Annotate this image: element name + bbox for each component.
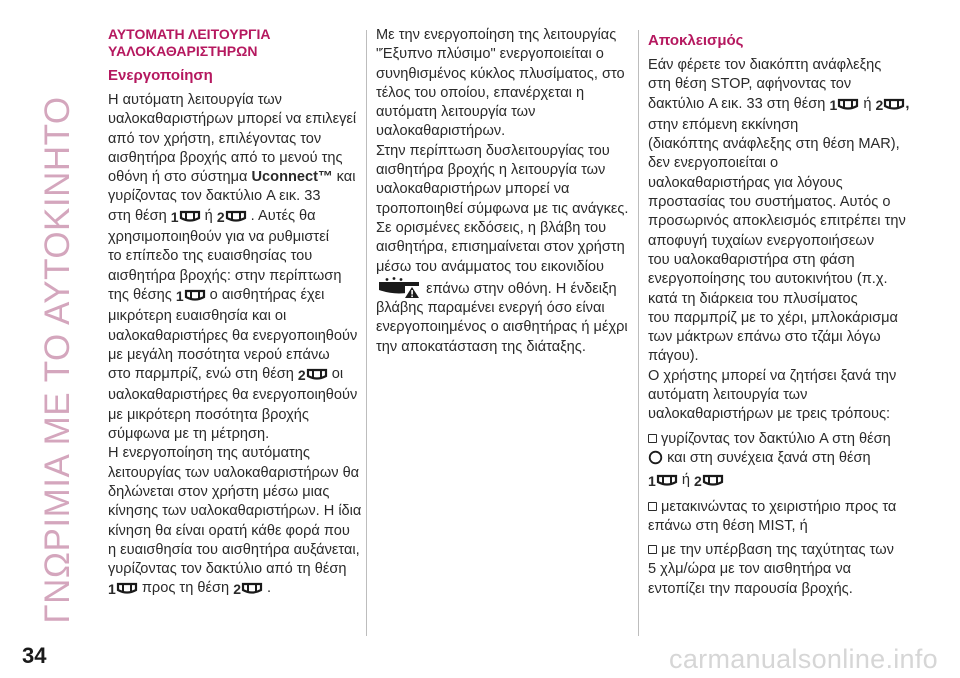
text-line: γυρίζοντας τον δακτύλιο A εικ. 33 — [108, 188, 321, 205]
text-line: αυτόματη λειτουργία των — [376, 104, 536, 121]
text-line — [648, 471, 910, 492]
text-line: κίνηση θα είναι ορατή κάθε φορά που — [108, 522, 350, 539]
text-line: το επίπεδο της ευαισθησίας του — [108, 248, 313, 265]
text-fragment: . — [267, 580, 272, 597]
text-fragment: ο αισθητήρας έχει — [209, 286, 325, 303]
text-line: βλάβης παραμένει ενεργή όσο είναι — [376, 300, 605, 317]
text-line: των μάκτρων επάνω στο τζάμι λόγω — [648, 329, 881, 346]
wiper-symbol-icon — [225, 210, 247, 223]
text-line: εντοπίζει την παρουσία βροχής. — [648, 580, 853, 597]
list-item — [648, 430, 910, 449]
text-line: συνηθισμένος κύκλος πλυσίματος, στο — [376, 65, 625, 82]
text-line: γυρίζοντας τον δακτύλιο από τη θέση — [108, 561, 347, 578]
wiper-position-1-icon — [648, 472, 678, 492]
text-fragment: οθόνη ή στο σύστημα — [108, 169, 248, 186]
text-line: αισθητήρα βροχής η λειτουργία των — [376, 162, 606, 179]
wiper-position-number: 1 — [175, 287, 184, 304]
wiper-position-number: 1 — [648, 473, 656, 490]
text-fragment: και — [336, 169, 356, 186]
list-item — [648, 498, 910, 517]
text-line: υαλοκαθαριστήρων μπορεί να — [376, 181, 570, 198]
rain-sensor-fault-icon — [376, 281, 422, 297]
text-line — [376, 277, 626, 299]
text-line: στην επόμενη εκκίνηση — [648, 116, 799, 133]
section-heading — [108, 26, 358, 60]
text-fragment: με την υπέρβαση της ταχύτητας των — [661, 542, 894, 559]
text-line — [108, 286, 358, 307]
text-fragment: ή — [681, 472, 690, 489]
checkbox-bullet-icon — [648, 434, 657, 443]
text-fragment: και στη συνέχεια ξανά στη θέση — [667, 449, 871, 466]
section-heading-line-2: ΥΑΛΟΚΑΘΑΡΙΣΤΗΡΩΝ — [108, 43, 258, 59]
text-line — [108, 168, 358, 187]
text-line: Στην περίπτωση δυσλειτουργίας του — [376, 142, 610, 159]
text-line — [108, 579, 358, 600]
text-line — [648, 449, 910, 468]
text-line — [108, 207, 358, 228]
text-line: τέλος του οποίου, επανέρχεται η — [376, 84, 585, 101]
text-fragment: στο παρμπρίζ, ενώ στη θέση — [108, 366, 294, 383]
text-line — [648, 95, 910, 116]
text-line: Με την ενεργοποίηση της λειτουργίας — [376, 27, 617, 43]
text-line: αισθητήρα, επισημαίνεται στον χρήστη — [376, 239, 625, 256]
wiper-symbol-icon — [116, 582, 138, 595]
text-line: υαλοκαθαριστήρες θα ενεργοποιηθούν — [108, 327, 358, 344]
wiper-position-1-icon — [830, 96, 860, 116]
wiper-position-1-icon — [176, 287, 206, 307]
column-1 — [108, 26, 362, 601]
wiper-symbol-icon — [306, 368, 328, 381]
wiper-position-number: 2 — [875, 96, 884, 113]
text-line: (διακόπτης ανάφλεξης στη θέση MAR), — [648, 136, 900, 153]
text-line: υαλοκαθαριστήρων με τρεις τρόπους: — [648, 406, 891, 423]
text-fragment: ή — [863, 95, 872, 112]
wiper-position-number: 2 — [233, 581, 241, 598]
text-line: υαλοκαθαριστήρες θα ενεργοποιηθούν — [108, 387, 358, 404]
circle-position-icon — [648, 450, 663, 466]
text-line: σύμφωνα με τη μέτρηση. — [108, 426, 270, 443]
wiper-position-number: 1 — [108, 581, 116, 598]
text-line: μέσω του ανάμματος του εικονιδίου — [376, 258, 604, 275]
checkbox-bullet-icon — [648, 502, 657, 511]
uconnect-label: Uconnect™ — [251, 169, 333, 186]
text-fragment: οι — [331, 366, 344, 383]
text-line: πάγου). — [648, 348, 699, 365]
wiper-position-number: 1 — [829, 96, 838, 113]
text-line: λειτουργίας των υαλοκαθαριστήρων θα — [108, 464, 360, 481]
wiper-position-number: 2 — [297, 367, 306, 384]
text-line: κατά τη διάρκεια του πλυσίματος — [648, 290, 858, 307]
text-line: Ο χρήστης μπορεί να ζητήσει ξανά την — [648, 367, 897, 384]
subheading-lockout: Αποκλεισμός — [648, 32, 744, 49]
text-fragment: δακτύλιο A εικ. 33 στη θέση — [648, 95, 826, 112]
text-fragment: στη θέση — [108, 207, 167, 224]
wiper-position-2-icon — [298, 366, 328, 386]
text-line: Η ενεργοποίηση της αυτόματης — [108, 445, 310, 462]
text-line: υαλοκαθαριστήρων μπορεί να επιλεγεί — [108, 111, 357, 128]
text-line: υαλοκαθαριστήρων. — [376, 123, 506, 140]
text-fragment: μετακινώντας το χειριστήριο προς τα — [661, 498, 897, 515]
wiper-symbol-icon — [656, 474, 678, 487]
text-line: χρησιμοποιηθούν για να ρυθμιστεί — [108, 229, 329, 246]
text-line: μικρότερη ευαισθησία και οι — [108, 308, 287, 325]
text-fragment: γυρίζοντας τον δακτύλιο A στη θέση — [661, 430, 891, 447]
text-line: Σε ορισμένες εκδόσεις, η βλάβη του — [376, 219, 607, 236]
text-line: του υαλοκαθαριστήρα στη φάση — [648, 251, 855, 268]
wiper-position-2-icon — [876, 96, 906, 116]
text-line: επάνω στη θέση MIST, ή — [648, 517, 808, 534]
text-line — [108, 365, 358, 386]
wiper-position-number: 2 — [216, 208, 225, 225]
text-line: δεν ενεργοποιείται ο — [648, 155, 779, 172]
text-fragment: επάνω στην οθόνη. Η ένδειξη — [426, 280, 617, 297]
text-fragment: , — [905, 95, 910, 112]
checkbox-bullet-icon — [648, 545, 657, 554]
list-item — [648, 541, 910, 560]
watermark: carmanualsonline.info — [669, 644, 938, 674]
wiper-position-2-icon — [217, 208, 247, 228]
wiper-symbol-icon — [179, 210, 201, 223]
text-line: αισθητήρα βροχής από το μενού της — [108, 149, 343, 166]
text-line: στη θέση STOP, αφήνοντας τον — [648, 76, 852, 93]
text-line: κίνησης των υαλοκαθαριστήρων. Η ίδια — [108, 503, 362, 520]
text-line: Εάν φέρετε τον διακόπτη ανάφλεξης — [648, 57, 882, 73]
text-line: 5 χλμ/ώρα με τον αισθητήρα να — [648, 561, 852, 578]
text-line: του παρμπρίζ με το χέρι, μπλοκάρισμα — [648, 309, 898, 326]
text-fragment: ή — [204, 207, 213, 224]
text-fragment: . Αυτές θα — [250, 207, 316, 224]
column-2 — [376, 26, 629, 357]
text-fragment: προς τη θέση — [141, 580, 230, 597]
wiper-position-2-icon — [694, 472, 724, 492]
text-line: ενεργοποίησης του αυτοκινήτου (π.χ. — [648, 271, 888, 288]
column-3 — [648, 26, 910, 599]
wiper-position-2-icon — [233, 580, 263, 600]
text-line: δηλώνεται στον χρήστη μέσω μιας — [108, 483, 330, 500]
chapter-side-title-text: ΓΝΩΡΙΜΙΑ ΜΕ ΤΟ ΑΥΤΟΚΙΝΗΤΟ — [38, 96, 77, 624]
wiper-position-number: 1 — [170, 208, 179, 225]
text-line: ενεργοποιημένος ο αισθητήρας ή μέχρι — [376, 319, 628, 336]
wiper-position-number: 2 — [694, 473, 702, 490]
text-fragment: της θέσης — [108, 286, 172, 303]
wiper-symbol-icon — [883, 98, 905, 111]
text-line: τροποποιηθεί σύμφωνα με τις ανάγκες. — [376, 200, 629, 217]
wiper-symbol-icon — [184, 289, 206, 302]
wiper-position-1-icon — [171, 208, 201, 228]
text-line: αυτόματη λειτουργία των — [648, 387, 808, 404]
wiper-symbol-icon — [702, 474, 724, 487]
text-line: αποφυγή τυχαίων ενεργοποιήσεων — [648, 232, 875, 249]
text-line: από τον χρήστη, επιλέγοντας τον — [108, 130, 322, 147]
text-line: προσωρινός αποκλεισμός επιτρέπει την — [648, 213, 906, 230]
column-divider-1 — [366, 30, 367, 636]
text-line: "Έξυπνο πλύσιμο" ενεργοποιείται ο — [376, 46, 604, 63]
text-line: με μικρότερη ποσότητα βροχής — [108, 406, 309, 423]
wiper-position-1-icon — [108, 580, 138, 600]
subheading-activation: Ενεργοποίηση — [108, 67, 213, 84]
text-line: αισθητήρα βροχής: στην περίπτωση — [108, 267, 342, 284]
wiper-symbol-icon — [241, 582, 263, 595]
text-line: Η αυτόματη λειτουργία των — [108, 92, 282, 108]
section-heading-line-1: ΑΥΤΟΜΑΤΗ ΛΕΙΤΟΥΡΓΙΑ — [108, 26, 271, 42]
wiper-symbol-icon — [837, 98, 859, 111]
text-line: προστασίας του συστήματος. Αυτός ο — [648, 194, 891, 211]
text-line: με μεγάλη ποσότητα νερού επάνω — [108, 346, 330, 363]
text-line: την αποκατάσταση της διάταξης. — [376, 338, 586, 355]
column-divider-2 — [638, 30, 639, 636]
text-line: υαλοκαθαριστήρας για λόγους — [648, 174, 843, 191]
page-number: 34 — [22, 643, 47, 668]
text-line: η ευαισθησία του αισθητήρα αυξάνεται, — [108, 541, 360, 558]
